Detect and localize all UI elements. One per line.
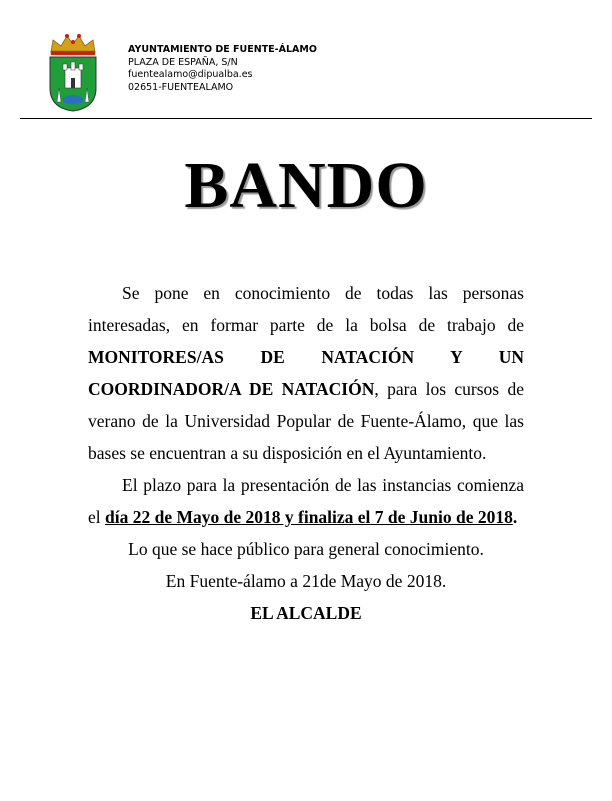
- paragraph-deadline: El plazo para la presentación de las instancias comienza el día 22 de Mayo de 2018 y finaliza el 7 de Junio de 2018.: [88, 475, 524, 527]
- job-positions: MONITORES/AS DE NATACIÓN Y UN COORDINADOR/A DE NATACIÓN: [88, 347, 524, 399]
- signature: EL ALCALDE: [250, 603, 362, 623]
- email-address: fuentealamo@dipualba.es: [128, 69, 253, 80]
- application-dates: día 22 de Mayo de 2018 y finaliza el 7 de Junio de 2018: [105, 507, 513, 527]
- street-address: PLAZA DE ESPAÑA, S/N: [128, 56, 238, 68]
- document-title: BANDO: [184, 149, 428, 222]
- organization-name: AYUNTAMIENTO DE FUENTE-ÁLAMO: [128, 44, 317, 55]
- letterhead-address: [128, 44, 317, 94]
- document-body: [88, 277, 524, 629]
- place-and-date: En Fuente-álamo a 21de Mayo de 2018.: [165, 571, 447, 591]
- paragraph-public-notice: Lo que se hace público para general conocimiento.: [128, 539, 484, 559]
- coat-of-arms-icon: [45, 32, 101, 112]
- header-divider: [20, 118, 592, 119]
- letterhead: [20, 30, 592, 118]
- postal-code: 02651-FUENTEALAMO: [128, 81, 234, 93]
- paragraph-announcement: Se pone en conocimiento de todas las personas interesadas, en formar parte de la bolsa de trabajo de MONITORES/AS DE NATACIÓN Y UN COORDINADOR/A DE NATACIÓN, para los cursos de verano de la Universidad Popular de Fuente-Álamo, que las bases se encuentran a su disposición en el Ayuntamiento.: [88, 283, 524, 463]
